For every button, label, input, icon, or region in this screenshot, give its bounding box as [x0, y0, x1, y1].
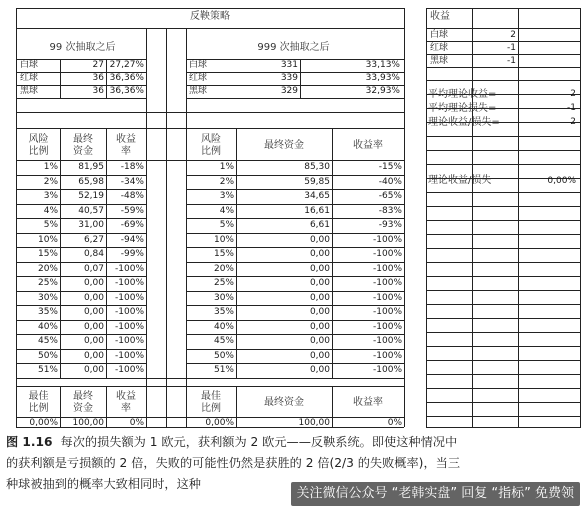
ball-name: 黑球: [189, 86, 208, 96]
table-row-capital: 6,27: [83, 235, 104, 245]
stat-value: 2: [570, 117, 576, 127]
table-row-capital: 34,65: [304, 191, 330, 201]
table-row-return: -59%: [120, 206, 144, 216]
best-header-risk: 比例: [28, 403, 49, 414]
best-header-return: 率: [121, 403, 131, 414]
grid-line: [426, 67, 580, 68]
grid-line: [166, 28, 167, 427]
table-row-capital: 65,98: [78, 177, 104, 187]
best-header-risk: 最佳: [28, 391, 49, 402]
table-row-risk: 20%: [37, 264, 58, 274]
grid-line: [426, 234, 580, 235]
grid-line: [186, 320, 404, 321]
grid-line: [426, 346, 580, 347]
table-row-risk: 25%: [213, 278, 234, 288]
grid-line: [426, 262, 580, 263]
table-row-risk: 50%: [213, 351, 234, 361]
table-row-risk: 51%: [213, 365, 234, 375]
grid-line: [426, 388, 580, 389]
table-row-capital: 0,00: [309, 293, 330, 303]
grid-line: [426, 248, 580, 249]
payoff-value: 2: [510, 30, 516, 40]
table-row-return: -18%: [120, 162, 144, 172]
table-row-return: -69%: [120, 220, 144, 230]
ball-name: 白球: [20, 60, 39, 70]
ball-pct: 33,93%: [365, 73, 400, 83]
table-row-capital: 0,00: [83, 278, 104, 288]
caption-line-3: 种球被抽到的概率大致相同时，这种: [6, 477, 201, 491]
grid-line: [426, 150, 580, 151]
grid-line: [16, 276, 146, 277]
ball-count: 27: [92, 60, 104, 70]
table-row-return: -100%: [373, 278, 402, 288]
table-row-return: -100%: [373, 264, 402, 274]
grid-line: [16, 128, 404, 129]
best-header-return: 收益: [116, 391, 136, 402]
ball-name: 红球: [189, 73, 208, 83]
best-return: 0%: [387, 418, 402, 428]
table-row-risk: 15%: [37, 249, 58, 259]
table-row-return: -100%: [373, 365, 402, 375]
table-row-return: -15%: [378, 162, 402, 172]
payoff-name: 黑球: [430, 56, 449, 66]
grid-line: [426, 164, 580, 165]
table-row-return: -94%: [120, 235, 144, 245]
table-row-capital: 0,00: [309, 307, 330, 317]
grid-line: [186, 218, 404, 219]
watermark-banner: 关注微信公众号 “老韩实盘” 回复 “指标” 免费领: [291, 482, 580, 506]
grid-line: [186, 276, 404, 277]
ball-pct: 32,93%: [365, 86, 400, 96]
header-return: 收益: [116, 134, 136, 145]
table-row-return: -100%: [115, 365, 144, 375]
grid-line: [186, 175, 404, 176]
grid-line: [16, 334, 146, 335]
grid-line: [16, 28, 404, 29]
table-row-return: -100%: [115, 336, 144, 346]
payoff-value: -1: [507, 43, 516, 53]
grid-line: [146, 128, 147, 378]
table-row-capital: 40,57: [78, 206, 104, 216]
table-row-capital: 0,00: [309, 336, 330, 346]
table-row-return: -100%: [373, 307, 402, 317]
section-999-label: 999 次抽取之后: [257, 42, 330, 53]
grid-line: [186, 363, 404, 364]
best-header-risk: 比例: [201, 403, 221, 414]
table-row-capital: 0,00: [309, 365, 330, 375]
grid-line: [472, 8, 473, 428]
table-row-return: -100%: [115, 307, 144, 317]
table-row-return: -100%: [373, 249, 402, 259]
table-row-risk: 30%: [37, 293, 58, 303]
grid-line: [186, 291, 404, 292]
header-risk: 风险: [28, 134, 49, 145]
table-row-risk: 10%: [37, 235, 58, 245]
ball-name: 白球: [189, 60, 208, 70]
grid-line: [580, 8, 581, 428]
table-row-capital: 0,07: [83, 264, 104, 274]
best-header-capital: 资金: [73, 403, 93, 414]
stat-label: 平均理论损失=: [428, 103, 497, 114]
best-capital: 100,00: [298, 418, 330, 428]
header-risk: 比例: [28, 146, 49, 157]
table-row-risk: 15%: [213, 249, 234, 259]
payoff-name: 白球: [430, 30, 449, 40]
table-row-risk: 35%: [213, 307, 234, 317]
header-return: 收益率: [353, 140, 383, 151]
table-row-return: -100%: [115, 278, 144, 288]
best-risk: 0,00%: [29, 418, 58, 428]
grid-line: [426, 416, 580, 417]
caption-line-1: 每次的损失额为 1 欧元，获利额为 2 欧元——反鞅系统。即使这种情况中: [60, 435, 458, 449]
figure-number: 图 1.16: [6, 435, 53, 449]
section-99-label: 99 次抽取之后: [49, 42, 116, 53]
grid-line: [426, 318, 580, 319]
table-row-return: -99%: [120, 249, 144, 259]
grid-line: [16, 291, 146, 292]
table-row-risk: 1%: [43, 162, 58, 172]
grid-line: [186, 349, 404, 350]
grid-line: [186, 305, 404, 306]
ratio-value: 0,00%: [547, 176, 576, 186]
table-row-risk: 2%: [43, 177, 58, 187]
table-row-risk: 3%: [219, 191, 234, 201]
grid-line: [426, 290, 580, 291]
table-title: 反鞅策略: [190, 11, 230, 22]
table-row-risk: 40%: [213, 322, 234, 332]
table-row-risk: 45%: [37, 336, 58, 346]
grid-line: [426, 8, 580, 9]
grid-line: [16, 349, 146, 350]
table-row-return: -93%: [378, 220, 402, 230]
grid-line: [426, 402, 580, 403]
grid-line: [426, 206, 580, 207]
table-row-risk: 40%: [37, 322, 58, 332]
table-row-return: -100%: [115, 322, 144, 332]
table-row-capital: 0,00: [309, 351, 330, 361]
grid-line: [186, 233, 404, 234]
grid-line: [16, 320, 146, 321]
table-row-risk: 45%: [213, 336, 234, 346]
header-risk: 风险: [201, 134, 221, 145]
grid-line: [186, 247, 404, 248]
ball-count: 331: [280, 60, 298, 70]
grid-line: [426, 360, 580, 361]
table-row-capital: 0,00: [309, 322, 330, 332]
ball-pct: 27,27%: [109, 60, 144, 70]
ball-pct: 36,36%: [109, 86, 144, 96]
table-row-capital: 0,00: [83, 322, 104, 332]
best-capital: 100,00: [72, 418, 104, 428]
grid-line: [16, 233, 146, 234]
stat-label: 理论收益/损失=: [428, 117, 500, 128]
table-row-risk: 2%: [219, 177, 234, 187]
grid-line: [16, 160, 146, 161]
grid-line: [16, 98, 146, 99]
grid-line: [404, 128, 405, 378]
table-row-risk: 25%: [37, 278, 58, 288]
ball-pct: 36,36%: [109, 73, 144, 83]
table-row-capital: 0,00: [309, 235, 330, 245]
table-row-capital: 31,00: [78, 220, 104, 230]
table-row-capital: 0,00: [309, 278, 330, 288]
best-return: 0%: [129, 418, 144, 428]
grid-line: [186, 334, 404, 335]
table-row-return: -83%: [378, 206, 402, 216]
stat-label: 平均理论收益=: [428, 89, 497, 100]
table-row-return: -65%: [378, 191, 402, 201]
table-row-risk: 51%: [37, 365, 58, 375]
payoff-value: -1: [507, 56, 516, 66]
grid-line: [16, 175, 146, 176]
grid-line: [426, 8, 427, 428]
table-row-return: -100%: [373, 293, 402, 303]
table-row-risk: 5%: [43, 220, 58, 230]
table-row-return: -100%: [373, 336, 402, 346]
grid-line: [426, 80, 580, 81]
table-row-risk: 1%: [219, 162, 234, 172]
grid-line: [16, 204, 146, 205]
table-row-return: -100%: [373, 235, 402, 245]
table-row-risk: 35%: [37, 307, 58, 317]
payoff-name: 红球: [430, 43, 449, 53]
grid-line: [426, 374, 580, 375]
header-capital: 资金: [73, 146, 93, 157]
table-row-capital: 6,61: [309, 220, 330, 230]
caption-line-2: 的获利额是亏损额的 2 倍，失败的可能性仍然是获胜的 2 倍(2/3 的失败概率)，当三: [6, 456, 461, 470]
best-header-capital: 最终资金: [264, 397, 304, 408]
table-row-return: -100%: [373, 322, 402, 332]
grid-line: [16, 218, 146, 219]
table-row-risk: 20%: [213, 264, 234, 274]
grid-line: [186, 189, 404, 190]
grid-line: [16, 189, 146, 190]
grid-line: [186, 204, 404, 205]
table-border-top: [16, 8, 404, 9]
grid-line: [186, 262, 404, 263]
grid-line: [426, 136, 580, 137]
grid-line: [16, 305, 146, 306]
ball-count: 329: [280, 86, 298, 96]
header-capital: 最终: [73, 134, 93, 145]
ball-count: 36: [92, 73, 104, 83]
grid-line: [426, 427, 580, 428]
table-row-risk: 4%: [219, 206, 234, 216]
grid-line: [300, 59, 301, 98]
grid-line: [426, 220, 580, 221]
ball-name: 黑球: [20, 86, 39, 96]
grid-line: [518, 8, 519, 428]
table-row-return: -100%: [373, 351, 402, 361]
grid-line: [186, 98, 404, 99]
table-row-return: -48%: [120, 191, 144, 201]
table-row-capital: 0,00: [83, 365, 104, 375]
table-row-capital: 85,30: [304, 162, 330, 172]
ball-count: 339: [280, 73, 298, 83]
grid-line: [16, 386, 404, 387]
grid-line: [426, 332, 580, 333]
table-row-risk: 50%: [37, 351, 58, 361]
header-risk: 比例: [201, 146, 221, 157]
grid-line: [426, 54, 580, 55]
table-row-capital: 0,00: [83, 336, 104, 346]
grid-line: [16, 247, 146, 248]
header-return: 率: [121, 146, 131, 157]
table-row-return: -34%: [120, 177, 144, 187]
table-row-return: -40%: [378, 177, 402, 187]
grid-line: [426, 41, 580, 42]
table-row-capital: 0,00: [83, 351, 104, 361]
table-row-risk: 3%: [43, 191, 58, 201]
table-row-capital: 16,61: [304, 206, 330, 216]
table-row-capital: 0,00: [83, 307, 104, 317]
table-row-risk: 4%: [43, 206, 58, 216]
table-row-capital: 52,19: [78, 191, 104, 201]
table-row-risk: 5%: [219, 220, 234, 230]
table-row-return: -100%: [115, 293, 144, 303]
ball-pct: 33,13%: [365, 60, 400, 70]
grid-line: [16, 378, 404, 379]
table-row-capital: 59,85: [304, 177, 330, 187]
best-header-risk: 最佳: [201, 391, 221, 402]
stat-value: 2: [570, 89, 576, 99]
table-row-risk: 10%: [213, 235, 234, 245]
grid-line: [186, 160, 404, 161]
grid-line: [426, 28, 580, 29]
best-header-capital: 最终: [73, 391, 93, 402]
best-header-return: 收益率: [353, 397, 383, 408]
table-row-capital: 81,95: [78, 162, 104, 172]
grid-line: [16, 363, 146, 364]
table-row-return: -100%: [115, 264, 144, 274]
ratio-label: 理论收益/损失: [428, 175, 492, 186]
grid-line: [16, 262, 146, 263]
payoff-title: 收益: [430, 11, 450, 22]
stat-value: -1: [567, 103, 576, 113]
table-row-capital: 0,00: [309, 264, 330, 274]
grid-line: [16, 112, 404, 113]
ball-count: 36: [92, 86, 104, 96]
grid-line: [426, 304, 580, 305]
table-row-capital: 0,84: [83, 249, 104, 259]
header-capital: 最终资金: [264, 140, 304, 151]
grid-line: [146, 386, 147, 427]
best-risk: 0,00%: [205, 418, 234, 428]
ball-name: 红球: [20, 73, 39, 83]
table-row-capital: 0,00: [83, 293, 104, 303]
table-row-risk: 30%: [213, 293, 234, 303]
table-row-capital: 0,00: [309, 249, 330, 259]
table-row-return: -100%: [115, 351, 144, 361]
grid-line: [426, 192, 580, 193]
grid-line: [426, 276, 580, 277]
